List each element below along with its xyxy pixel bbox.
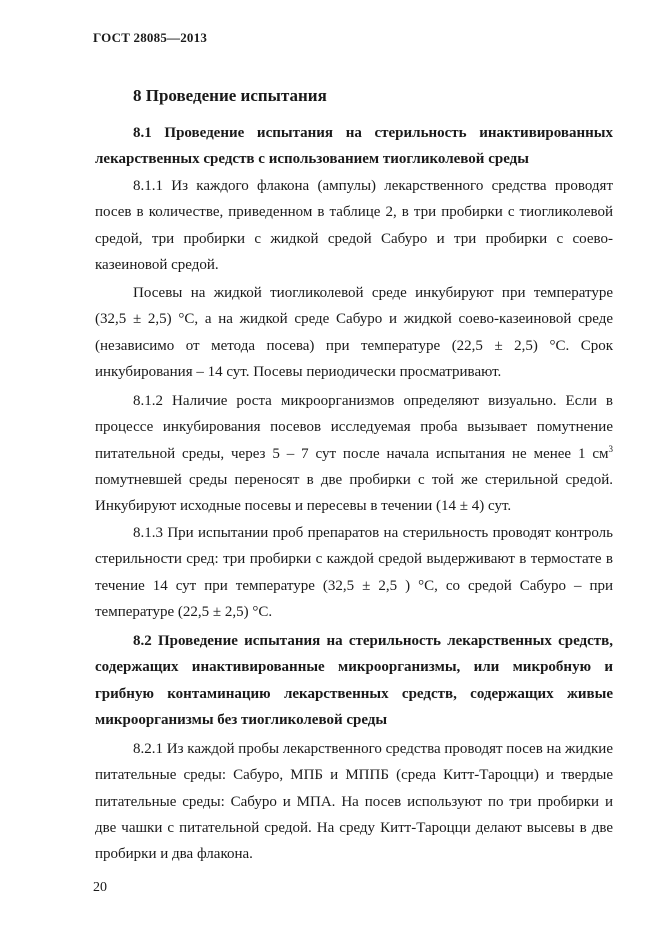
superscript-3: 3 [608,443,613,454]
document-header: ГОСТ 28085—2013 [93,30,208,45]
paragraph-8-1-3: 8.1.3 При испытании проб препаратов на стерильность проводят контроль стерильности сред: три пробирки с каждой средой выдерживают в термостате в течение 14 сут при температуре (32,5 ± 2,5 ) °С, со средой Сабуро – при температуре (22,5 ± 2,5) °С. [95,525,613,620]
page-number: 20 [93,880,107,895]
section-title: 8 Проведение испытания [133,86,327,105]
paragraph-8-1-2-text-b: помутневшей среды переносят в две пробирки с той же стерильной средой. Инкубируют исходные посевы и пересевы в течении (14 ± 4) сут. [95,471,613,515]
paragraph-8-1-1: 8.1.1 Из каждого флакона (ампулы) лекарственного средства проводят посев в количестве, приведенном в таблице 2, в три пробирки с тиогликолевой средой, три пробирки с жидкой средой Сабуро и три пробирки с соево-казеиновой средой. [95,178,613,273]
paragraph-8-1-2 [95,388,613,519]
subsection-8-2-heading: 8.2 Проведение испытания на стерильность лекарственных средств, содержащих инактивированные микроорганизмы, или микробную и грибную контаминацию лекарственных средств, содержащих живые микроорганизмы без тиогликолевой среды [95,633,613,728]
paragraph-8-1-2-text-a: 8.1.2 Наличие роста микроорганизмов определяют визуально. Если в процессе инкубирования посевов исследуемая проба вызывает помутнение питательной среды, через 5 – 7 сут после начала испытания не менее 1 см [95,393,613,462]
subsection-8-1-heading: 8.1 Проведение испытания на стерильность инактивированных лекарственных средств с использованием тиогликолевой среды [95,125,613,168]
paragraph-8-2-1: 8.2.1 Из каждой пробы лекарственного средства проводят посев на жидкие питательные среды: Сабуро, МПБ и МППБ (среда Китт-Тароцци) и твердые питательные среды: Сабуро и МПА. На посев используют по три пробирки и две чашки с питательной средой. На среду Китт-Тароцци делают высевы в две пробирки и два флакона. [95,741,613,863]
paragraph-incubation: Посевы на жидкой тиогликолевой среде инкубируют при температуре (32,5 ± 2,5) °С, а на жидкой среде Сабуро и жидкой соево-казеиновой среде (независимо от метода посева) при температуре (22,5 ± 2,5) °С. Срок инкубирования – 14 сут. Посевы периодически просматривают. [95,285,613,380]
